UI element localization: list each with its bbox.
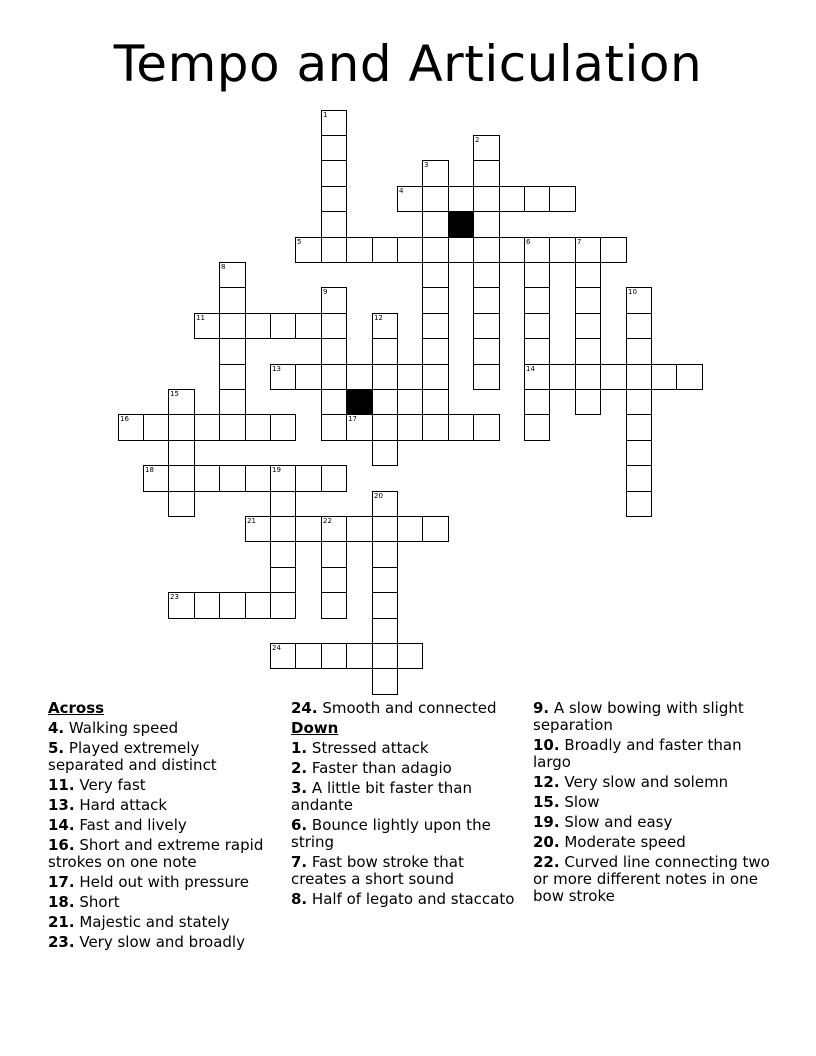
grid-cell[interactable] [524,364,550,390]
grid-cell[interactable] [270,364,296,390]
clue-column-1 [48,700,278,954]
grid-cell[interactable] [321,389,347,415]
clue-across-18: 18. Short [48,893,120,911]
grid-cell[interactable] [295,465,322,492]
grid-cell[interactable] [168,440,195,466]
grid-cell[interactable] [295,516,322,542]
grid-cell[interactable] [168,389,195,415]
across-heading: Across [48,699,105,717]
clue-number: 24 [272,644,281,652]
grid-cell[interactable] [473,338,500,365]
grid-cell[interactable] [524,389,550,415]
grid-cell[interactable] [219,262,246,288]
grid-cell[interactable] [194,414,220,441]
grid-cell[interactable] [372,313,398,339]
grid-cell[interactable] [168,414,195,441]
clue-number: 13 [272,365,281,373]
grid-cell[interactable] [168,592,195,619]
grid-cell[interactable] [397,364,423,390]
grid-cell[interactable] [346,364,373,390]
grid-cell[interactable] [295,643,322,669]
clue-column-3 [533,700,773,908]
grid-cell[interactable] [321,160,347,187]
clue-number: 2 [475,136,480,144]
grid-cell[interactable] [372,440,398,466]
clue-column-2 [291,700,519,911]
grid-cell[interactable] [270,516,296,542]
grid-cell[interactable] [295,313,322,339]
clue-number: 11 [196,314,205,322]
clue-number: 23 [170,593,179,601]
clue-number: 3 [424,161,429,169]
grid-cell[interactable] [626,338,652,365]
grid-cell[interactable] [245,516,271,542]
grid-cell[interactable] [372,643,398,669]
grid-cell[interactable] [321,110,347,136]
grid-cell[interactable] [372,567,398,593]
grid-cell[interactable] [372,364,398,390]
black-cell [346,389,373,415]
grid-cell[interactable] [168,465,195,492]
grid-cell[interactable] [270,465,296,492]
grid-cell[interactable] [626,389,652,415]
grid-cell[interactable] [422,389,449,415]
grid-cell[interactable] [321,567,347,593]
grid-cell[interactable] [219,414,246,441]
grid-cell[interactable] [422,287,449,314]
clue-down-1: 1. Stressed attack [291,739,429,757]
grid-cell[interactable] [321,135,347,161]
grid-cell[interactable] [575,237,601,263]
grid-cell[interactable] [626,313,652,339]
clue-number: 7 [577,238,582,246]
grid-cell[interactable] [372,592,398,619]
grid-cell[interactable] [270,414,296,441]
grid-cell[interactable] [473,287,500,314]
grid-cell[interactable] [524,262,550,288]
grid-cell[interactable] [346,237,373,263]
grid-cell[interactable] [372,618,398,644]
grid-cell[interactable] [321,541,347,568]
grid-cell[interactable] [397,237,423,263]
clue-down-10: 10. Broadly and faster than largo [533,736,742,771]
grid-cell[interactable] [473,237,500,263]
clue-down-3: 3. A little bit faster than andante [291,779,472,814]
grid-cell[interactable] [372,237,398,263]
clue-number: 1 [323,111,328,119]
grid-cell[interactable] [575,262,601,288]
grid-cell[interactable] [321,516,347,542]
clue-number: 10 [628,288,637,296]
grid-cell[interactable] [575,338,601,365]
grid-cell[interactable] [473,364,500,390]
grid-cell[interactable] [448,186,474,212]
grid-cell[interactable] [600,237,627,263]
clue-number: 12 [374,314,383,322]
grid-cell[interactable] [321,186,347,212]
grid-cell[interactable] [397,516,423,542]
grid-cell[interactable] [473,186,500,212]
grid-cell[interactable] [651,364,677,390]
grid-cell[interactable] [524,313,550,339]
grid-cell[interactable] [143,414,169,441]
grid-cell[interactable] [143,465,169,492]
grid-cell[interactable] [549,186,576,212]
grid-cell[interactable] [219,592,246,619]
grid-cell[interactable] [524,338,550,365]
grid-cell[interactable] [499,186,525,212]
grid-cell[interactable] [321,338,347,365]
grid-cell[interactable] [219,338,246,365]
grid-cell[interactable] [194,465,220,492]
grid-cell[interactable] [346,516,373,542]
grid-cell[interactable] [626,287,652,314]
clue-number: 4 [399,187,404,195]
clue-number: 20 [374,492,383,500]
grid-cell[interactable] [397,643,423,669]
clue-across-4: 4. Walking speed [48,719,179,737]
grid-cell[interactable] [626,440,652,466]
grid-cell[interactable] [473,262,500,288]
grid-cell[interactable] [321,414,347,441]
clue-down-2: 2. Faster than adagio [291,759,452,777]
clue-across-21: 21. Majestic and stately [48,913,230,931]
clue-down-9: 9. A slow bowing with slight separation [533,699,744,734]
grid-cell[interactable] [194,313,220,339]
grid-cell[interactable] [575,313,601,339]
grid-cell[interactable] [676,364,703,390]
clue-down-22: 22. Curved line connecting two or more different notes in one bow stroke [533,853,770,905]
grid-cell[interactable] [321,211,347,238]
grid-cell[interactable] [321,643,347,669]
grid-cell[interactable] [422,313,449,339]
grid-cell[interactable] [397,186,423,212]
clue-number: 16 [120,415,129,423]
clue-number: 18 [145,466,154,474]
grid-cell[interactable] [422,364,449,390]
grid-cell[interactable] [270,491,296,517]
grid-cell[interactable] [321,592,347,619]
grid-cell[interactable] [422,338,449,365]
grid-cell[interactable] [295,237,322,263]
grid-cell[interactable] [626,364,652,390]
grid-cell[interactable] [448,414,474,441]
grid-cell[interactable] [499,237,525,263]
grid-cell[interactable] [270,541,296,568]
clue-number: 22 [323,517,332,525]
grid-cell[interactable] [549,237,576,263]
grid-cell[interactable] [422,414,449,441]
grid-cell[interactable] [346,643,373,669]
clue-down-8: 8. Half of legato and staccato [291,890,515,908]
grid-cell[interactable] [626,491,652,517]
grid-cell[interactable] [118,414,144,441]
grid-cell[interactable] [473,414,500,441]
grid-cell[interactable] [372,516,398,542]
grid-cell[interactable] [549,364,576,390]
clue-number: 17 [348,415,357,423]
page-title: Tempo and Articulation [113,35,703,93]
clue-number: 21 [247,517,256,525]
grid-cell[interactable] [321,313,347,339]
clue-across-13: 13. Hard attack [48,796,168,814]
grid-cell[interactable] [372,668,398,695]
clue-number: 14 [526,365,535,373]
grid-cell[interactable] [245,313,271,339]
grid-cell[interactable] [372,541,398,568]
grid-cell[interactable] [575,287,601,314]
clue-number: 5 [297,238,302,246]
grid-cell[interactable] [422,237,449,263]
grid-cell[interactable] [626,465,652,492]
grid-cell[interactable] [473,313,500,339]
clue-down-12: 12. Very slow and solemn [533,773,729,791]
clue-number: 8 [221,263,226,271]
grid-cell[interactable] [321,465,347,492]
grid-cell[interactable] [397,414,423,441]
grid-cell[interactable] [575,364,601,390]
grid-cell[interactable] [448,237,474,263]
clue-across-24: 24. Smooth and connected [291,699,497,717]
clue-number: 6 [526,238,531,246]
grid-cell[interactable] [270,567,296,593]
grid-cell[interactable] [270,643,296,669]
grid-cell[interactable] [270,313,296,339]
clue-across-16: 16. Short and extreme rapid strokes on one note [48,836,264,871]
grid-cell[interactable] [422,160,449,187]
grid-cell[interactable] [219,364,246,390]
grid-cell[interactable] [422,262,449,288]
grid-cell[interactable] [473,211,500,238]
grid-cell[interactable] [219,465,246,492]
clue-across-5: 5. Played extremely separated and distinct [48,739,217,774]
grid-cell[interactable] [575,389,601,415]
grid-cell[interactable] [219,313,246,339]
clue-across-23: 23. Very slow and broadly [48,933,245,951]
grid-cell[interactable] [524,414,550,441]
grid-cell[interactable] [321,237,347,263]
grid-cell[interactable] [422,186,449,212]
grid-cell[interactable] [524,237,550,263]
down-heading: Down [291,719,339,737]
grid-cell[interactable] [422,211,449,238]
grid-cell[interactable] [270,592,296,619]
grid-cell[interactable] [372,389,398,415]
grid-cell[interactable] [219,287,246,314]
clue-number: 15 [170,390,179,398]
grid-cell[interactable] [321,364,347,390]
grid-cell[interactable] [346,414,373,441]
grid-cell[interactable] [245,465,271,492]
clue-across-11: 11. Very fast [48,776,146,794]
clue-down-7: 7. Fast bow stroke that creates a short sound [291,853,464,888]
grid-cell[interactable] [295,364,322,390]
clue-number: 19 [272,466,281,474]
clue-number: 9 [323,288,328,296]
grid-cell[interactable] [524,287,550,314]
clue-down-15: 15. Slow [533,793,600,811]
grid-cell[interactable] [422,516,449,542]
clue-across-14: 14. Fast and lively [48,816,187,834]
grid-cell[interactable] [372,491,398,517]
grid-cell[interactable] [524,186,550,212]
grid-cell[interactable] [473,160,500,187]
grid-cell[interactable] [194,592,220,619]
grid-cell[interactable] [372,338,398,365]
clue-down-19: 19. Slow and easy [533,813,673,831]
clue-across-17: 17. Held out with pressure [48,873,250,891]
grid-cell[interactable] [626,414,652,441]
grid-cell[interactable] [168,491,195,517]
grid-cell[interactable] [245,592,271,619]
clue-down-20: 20. Moderate speed [533,833,686,851]
grid-cell[interactable] [372,414,398,441]
grid-cell[interactable] [321,287,347,314]
grid-cell[interactable] [245,414,271,441]
grid-cell[interactable] [600,364,627,390]
clue-down-6: 6. Bounce lightly upon the string [291,816,491,851]
black-cell [448,211,474,238]
grid-cell[interactable] [473,135,500,161]
grid-cell[interactable] [219,389,246,415]
